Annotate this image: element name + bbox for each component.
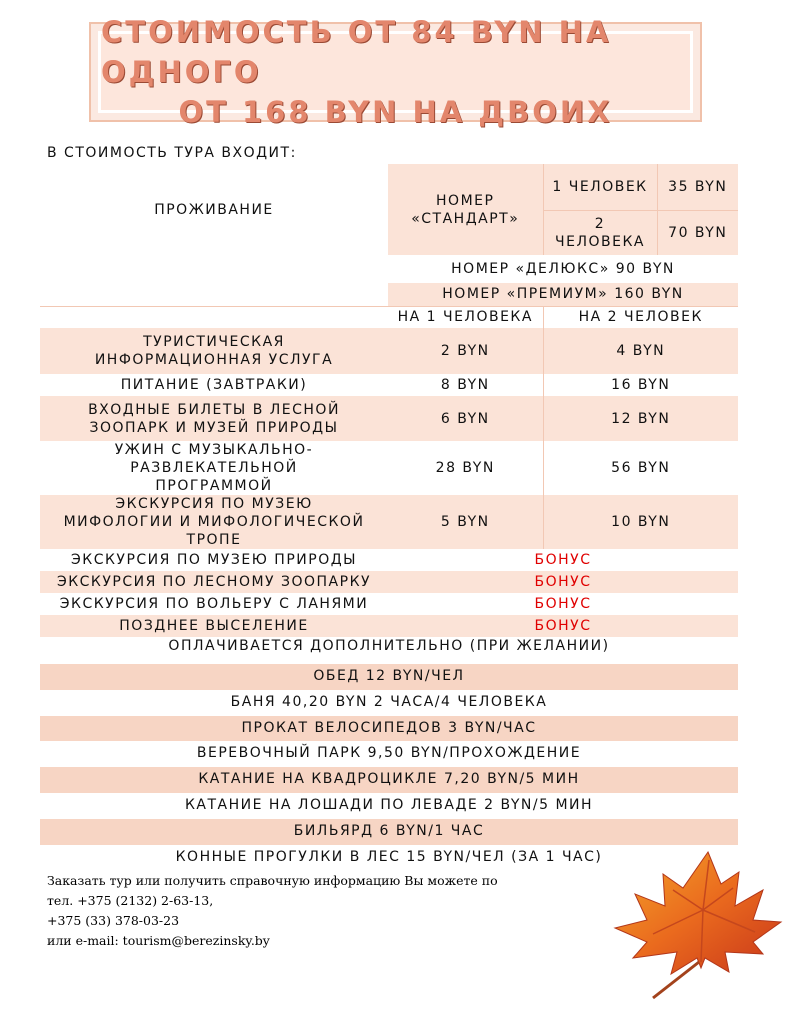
- extra-item: ВЕРЕВОЧНЫЙ ПАРК 9,50 BYN/ПРОХОЖДЕНИЕ: [40, 741, 738, 767]
- service-row: [40, 396, 738, 441]
- service-price-one: 8 BYN: [388, 374, 543, 396]
- bonus-name: ЭКСКУРСИЯ ПО МУЗЕЮ ПРИРОДЫ: [40, 549, 388, 571]
- service-price-one: 28 BYN: [388, 441, 543, 495]
- extra-item: КАТАНИЕ НА КВАДРОЦИКЛЕ 7,20 BYN/5 МИН: [40, 767, 738, 793]
- standard-2-persons: 2 ЧЕЛОВЕКА: [543, 210, 657, 255]
- service-row: [40, 495, 738, 549]
- standard-1-price: 35 BYN: [657, 164, 738, 210]
- extra-item: КОННЫЕ ПРОГУЛКИ В ЛЕС 15 BYN/ЧЕЛ (ЗА 1 ЧАС): [40, 845, 738, 871]
- extra-item: КАТАНИЕ НА ЛОШАДИ ПО ЛЕВАДЕ 2 BYN/5 МИН: [40, 793, 738, 819]
- included-header: В СТОИМОСТЬ ТУРА ВХОДИТ:: [47, 145, 297, 161]
- extra-item: ОБЕД 12 BYN/ЧЕЛ: [40, 664, 738, 690]
- bonus-row: [40, 593, 738, 615]
- bonus-row: [40, 615, 738, 637]
- accommodation-label: ПРОЖИВАНИЕ: [40, 164, 388, 255]
- bonus-name: ПОЗДНЕЕ ВЫСЕЛЕНИЕ: [40, 615, 388, 637]
- service-row: [40, 441, 738, 495]
- col-header-one: НА 1 ЧЕЛОВЕКА: [388, 306, 543, 328]
- service-price-two: 56 BYN: [543, 441, 738, 495]
- deluxe-room: НОМЕР «ДЕЛЮКС» 90 BYN: [388, 255, 738, 283]
- extras-header: ОПЛАЧИВАЕТСЯ ДОПОЛНИТЕЛЬНО (ПРИ ЖЕЛАНИИ): [168, 638, 610, 654]
- bonus-label: БОНУС: [388, 615, 738, 637]
- extra-item: БАНЯ 40,20 BYN 2 ЧАСА/4 ЧЕЛОВЕКА: [40, 690, 738, 716]
- service-name: ПИТАНИЕ (ЗАВТРАКИ): [40, 374, 388, 396]
- bonus-name: ЭКСКУРСИЯ ПО ВОЛЬЕРУ С ЛАНЯМИ: [40, 593, 388, 615]
- standard-1-persons: 1 ЧЕЛОВЕК: [543, 164, 657, 210]
- service-name: ТУРИСТИЧЕСКАЯ ИНФОРМАЦИОННАЯ УСЛУГА: [40, 328, 388, 374]
- service-price-two: 16 BYN: [543, 374, 738, 396]
- maple-leaf-icon: [613, 850, 783, 1000]
- contacts-phone-2: +375 (33) 378-03-23: [47, 913, 180, 928]
- bonus-label: БОНУС: [388, 549, 738, 571]
- service-price-one: 6 BYN: [388, 396, 543, 441]
- contacts-block: [47, 871, 498, 951]
- extra-item: ПРОКАТ ВЕЛОСИПЕДОВ 3 BYN/ЧАС: [40, 716, 738, 742]
- title-line-1: СТОИМОСТЬ ОТ 84 BYN НА ОДНОГО: [101, 15, 612, 89]
- service-price-one: 5 BYN: [388, 495, 543, 549]
- contacts-line-1: Заказать тур или получить справочную информацию Вы можете по: [47, 873, 498, 888]
- extra-item: БИЛЬЯРД 6 BYN/1 ЧАС: [40, 819, 738, 845]
- premium-room: НОМЕР «ПРЕМИУМ» 160 BYN: [388, 283, 738, 306]
- service-price-one: 2 BYN: [388, 328, 543, 374]
- price-table: [40, 164, 738, 637]
- standard-room-label: НОМЕР «СТАНДАРТ»: [388, 164, 543, 255]
- bonus-label: БОНУС: [388, 593, 738, 615]
- service-price-two: 4 BYN: [543, 328, 738, 374]
- title-line-2: ОТ 168 BYN НА ДВОИХ: [178, 95, 613, 129]
- title-inner: [98, 15, 693, 129]
- contacts-email: или e-mail: tourism@berezinsky.by: [47, 933, 270, 948]
- bonus-row: [40, 571, 738, 593]
- bonus-label: БОНУС: [388, 571, 738, 593]
- service-name: ЭКСКУРСИЯ ПО МУЗЕЮ МИФОЛОГИИ И МИФОЛОГИЧЕСКОЙ ТРОПЕ: [40, 495, 388, 549]
- service-name: УЖИН С МУЗЫКАЛЬНО-РАЗВЛЕКАТЕЛЬНОЙ ПРОГРАММОЙ: [40, 441, 388, 495]
- service-name: ВХОДНЫЕ БИЛЕТЫ В ЛЕСНОЙ ЗООПАРК И МУЗЕЙ ПРИРОДЫ: [40, 396, 388, 441]
- bonus-row: [40, 549, 738, 571]
- standard-2-price: 70 BYN: [657, 210, 738, 255]
- contacts-phone-1: тел. +375 (2132) 2-63-13,: [47, 893, 214, 908]
- title-banner: [89, 15, 702, 129]
- service-row: [40, 328, 738, 374]
- bonus-name: ЭКСКУРСИЯ ПО ЛЕСНОМУ ЗООПАРКУ: [40, 571, 388, 593]
- service-price-two: 10 BYN: [543, 495, 738, 549]
- service-price-two: 12 BYN: [543, 396, 738, 441]
- extras-list: [40, 664, 738, 870]
- col-header-two: НА 2 ЧЕЛОВЕК: [543, 306, 738, 328]
- service-row: [40, 374, 738, 396]
